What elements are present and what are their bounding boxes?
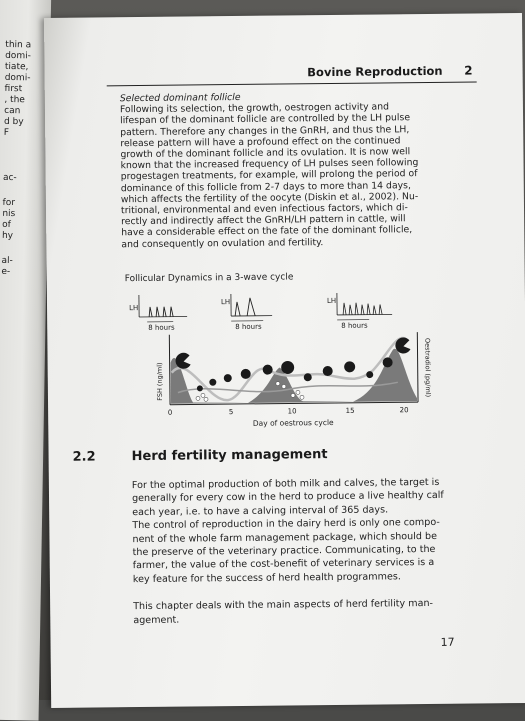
facing-fragment: F [4,128,44,140]
facing-fragment: of [2,220,42,232]
lh-inset-1 [129,295,187,333]
facing-fragment: ac- [3,173,43,185]
follicular-dynamics-figure [117,270,469,434]
section-line: generally for every cow in the herd to produce a live healthy calf [132,489,472,506]
y-right-label: Oestradiol (pg/ml) [423,338,432,397]
book-page [44,13,525,708]
x-tick: 15 [346,407,355,415]
body-line: known that the increased frequency of LH pulses seen following [120,157,450,172]
y-axis-right [417,332,418,402]
y-left-label: FSH (ng/ml) [156,362,164,400]
x-tick: 10 [288,407,297,415]
lh-inset-3 [327,292,392,330]
body-line: have a considerable effect on the fate of the dominant follicle, [121,224,451,239]
section-line: The control of reproduction in the dairy herd is only one compo- [132,516,472,533]
body-line: release pattern will have a profound effect on the continued [120,135,450,150]
x-tick: 0 [168,409,173,417]
section-heading [73,445,493,449]
facing-fragment: , the [4,95,44,107]
lh-label: LH [327,297,336,305]
section-line: agement. [133,610,473,627]
facing-fragment: hy [2,231,42,243]
header-title: Bovine Reproduction [307,64,442,79]
body-line: growth of the dominant follicle and its ovulation. It is now well [120,146,450,161]
facing-fragment: thin a [5,40,45,52]
x-axis-label: Day of oestrous cycle [253,418,334,428]
body-line: lifespan of the dominant follicle are controlled by the LH pulse [120,112,450,127]
facing-fragment: for [2,198,42,210]
hours-label: 8 hours [235,323,262,331]
body-line: Following its selection, the growth, oestrogen activity and [120,101,450,116]
body-line: rectly and indirectly affect the GnRH/LH pattern in cattle, will [121,213,451,228]
hours-label: 8 hours [148,324,175,332]
y-axis-left [169,335,170,405]
section-body [132,476,474,628]
lh-label: LH [129,304,138,312]
body-line: pattern. Therefore any changes in the GnRH, and thus the LH, [120,123,450,138]
facing-fragment: can [4,106,44,118]
facing-fragment: domi- [5,73,45,85]
facing-fragment: al- [1,256,41,268]
section-line: each year, i.e. to have a calving interval of 365 days. [132,502,472,519]
header-chapter-number: 2 [464,64,473,78]
lh-inset-2 [221,294,272,332]
figure-graphic [117,270,469,434]
hours-label: 8 hours [341,322,368,330]
running-header [106,61,476,86]
section-line: nent of the whole farm management package, which should be [132,529,472,546]
section-number: 2.2 [73,449,96,464]
lh-label: LH [221,298,230,306]
x-axis [170,402,418,405]
subheading: Selected dominant follicle [120,90,450,105]
facing-fragment: first [4,84,44,96]
section-line: farmer, the value of the cost-benefit of veterinary services is a [133,556,473,573]
section-line: key feature for the success of herd health programmes. [133,569,473,586]
section-title: Herd fertility management [132,447,328,464]
x-tick: 20 [400,406,409,414]
facing-fragment: e- [1,267,41,279]
page-number: 17 [440,636,454,649]
facing-fragment: nis [2,209,42,221]
facing-page-text [1,40,45,279]
body-line: tritional, environmental and even infectious factors, which di- [121,202,451,217]
body-line: progestagen treatments, for example, will prolong the period of [121,168,451,183]
body-line: which affects the fertility of the oocyte (Diskin et al., 2002). Nu- [121,191,451,206]
body-line: dominance of this follicle from 2-7 days to more than 14 days, [121,179,451,194]
section-line: the preserve of the veterinary practice. Communicating, to the [133,543,473,560]
facing-fragment: domi- [5,51,45,63]
section-line: For the optimal production of both milk and calves, the target is [132,476,472,493]
facing-fragment: d by [4,117,44,129]
section-line: This chapter deals with the main aspects of herd fertility man- [133,597,473,614]
body-line: and consequently on ovulation and fertility. [121,235,451,250]
x-tick: 5 [229,408,234,416]
facing-fragment: tiate, [5,62,45,74]
figure-title: Follicular Dynamics in a 3-wave cycle [125,272,294,284]
body-paragraph [120,90,452,250]
